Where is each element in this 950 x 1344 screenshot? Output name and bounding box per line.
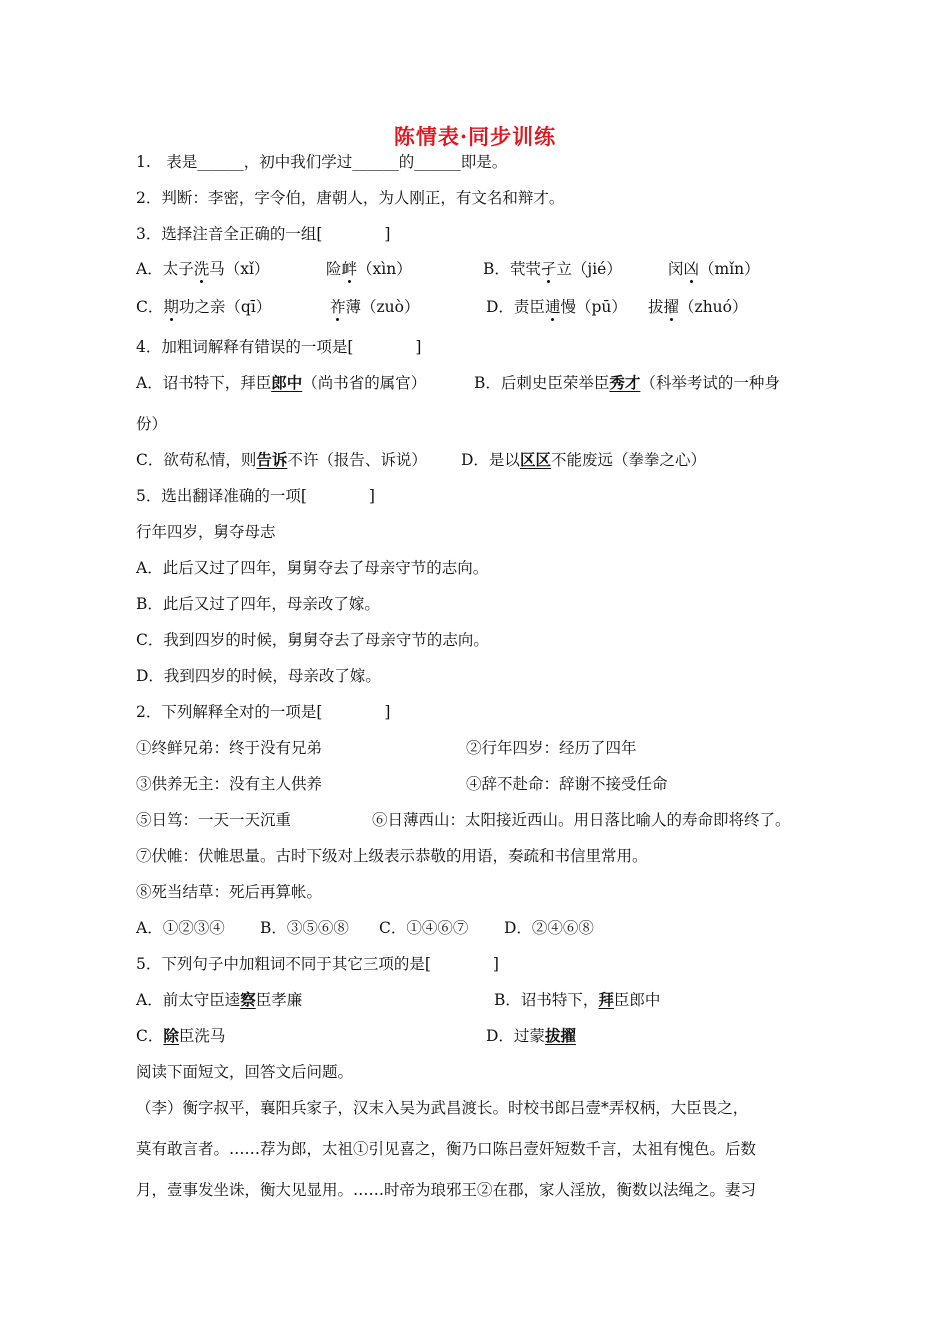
page-title: 陈情表·同步训练 <box>393 124 557 149</box>
q5-option-d: D．我到四岁的时候，母亲改了嫁。 <box>136 667 381 685</box>
question-7-stem: 5．下列句子中加粗词不同于其它三项的是[ ] <box>136 955 499 973</box>
q7-option-b: B．诏书特下，拜臣郎中 <box>494 990 661 1009</box>
question-1: 1. 表是______，初中我们学过______的______即是。 <box>136 153 508 171</box>
q7-option-d: D．过蒙拔擢 <box>486 1026 576 1045</box>
q6-item-2: ②行年四岁：经历了四年 <box>466 739 637 757</box>
q5-option-b: B．此后又过了四年，母亲改了嫁。 <box>136 595 380 613</box>
q4-option-d: D．是以区区不能废远（拳拳之心） <box>461 450 706 469</box>
q4-option-b-continued: 份） <box>136 415 168 433</box>
question-5-stem: 5．选出翻译准确的一项[ ] <box>136 487 375 505</box>
q6-option-b: B．③⑤⑥⑧ <box>260 919 349 937</box>
q4-option-c: C．欲苟私情，则告诉不许（报告、诉说） <box>136 450 427 469</box>
q3-option-b1: B．茕茕孑立（jié） <box>483 260 622 278</box>
reading-paragraph-line-3: 月，壹事发坐诛，衡大见显用。……时帝为琅邪王②在郡，家人淫放，衡数以法绳之。妻习 <box>136 1181 757 1199</box>
q3-option-c2: 祚薄（zuò） <box>330 298 420 316</box>
question-5-sentence: 行年四岁，舅夺母志 <box>136 523 276 541</box>
q5-option-a: A．此后又过了四年，舅舅夺去了母亲守节的志向。 <box>136 559 489 577</box>
q4-option-a: A．诏书特下，拜臣郎中（尚书省的属官） <box>136 373 427 392</box>
q6-item-7: ⑦伏帷：伏帷思量。古时下级对上级表示恭敬的用语，奏疏和书信里常用。 <box>136 847 648 865</box>
question-2: 2．判断：李密，字令伯，唐朝人，为人刚正，有文名和辩才。 <box>136 189 565 207</box>
q3-option-b2: 闵凶（mǐn） <box>668 260 760 278</box>
q6-item-5: ⑤日笃：一天一天沉重 <box>136 811 292 829</box>
q3-option-a2: 险衅（xìn） <box>326 260 412 278</box>
q7-option-a: A．前太守臣逵察臣孝廉 <box>136 990 303 1009</box>
question-4-stem: 4．加粗词解释有错误的一项是[ ] <box>136 338 422 356</box>
q6-item-4: ④辞不赴命：辞谢不接受任命 <box>466 775 668 793</box>
question-3-stem: 3．选择注音全正确的一组[ ] <box>136 225 391 243</box>
q6-option-c: C．①④⑥⑦ <box>379 919 469 937</box>
q6-item-6: ⑥日薄西山：太阳接近西山。用日落比喻人的寿命即将终了。 <box>372 811 791 829</box>
q6-item-3: ③供养无主：没有主人供养 <box>136 775 323 793</box>
q6-option-d: D．②④⑥⑧ <box>504 919 594 937</box>
q3-option-a1: A．太子洗马（xǐ） <box>136 260 270 278</box>
q6-item-1: ①终鲜兄弟：终于没有兄弟 <box>136 739 323 757</box>
q7-option-c: C．除臣洗马 <box>136 1026 226 1045</box>
q3-option-d1: D．责臣逋慢（pū） <box>486 298 627 316</box>
q5-option-c: C．我到四岁的时候，舅舅夺去了母亲守节的志向。 <box>136 631 489 649</box>
q6-item-8: ⑧死当结草：死后再算帐。 <box>136 883 323 901</box>
q6-option-a: A．①②③④ <box>136 919 225 937</box>
reading-paragraph-line-2: 莫有敢言者。……荐为郎，太祖①引见喜之，衡乃口陈吕壹奸短数千言，太祖有愧色。后数 <box>136 1140 757 1158</box>
question-6-stem: 2．下列解释全对的一项是[ ] <box>136 703 391 721</box>
q3-option-d2: 拔擢（zhuó） <box>648 298 748 316</box>
reading-paragraph-line-1: （李）衡字叔平，襄阳兵家子，汉末入吴为武昌渡长。时校书郎吕壹*弄权柄，大臣畏之， <box>136 1099 749 1117</box>
reading-intro: 阅读下面短文，回答文后问题。 <box>136 1063 354 1081</box>
q4-option-b: B．后刺史臣荣举臣秀才（科举考试的一种身 <box>474 373 780 392</box>
q3-option-c1: C．期功之亲（qī） <box>136 298 272 316</box>
